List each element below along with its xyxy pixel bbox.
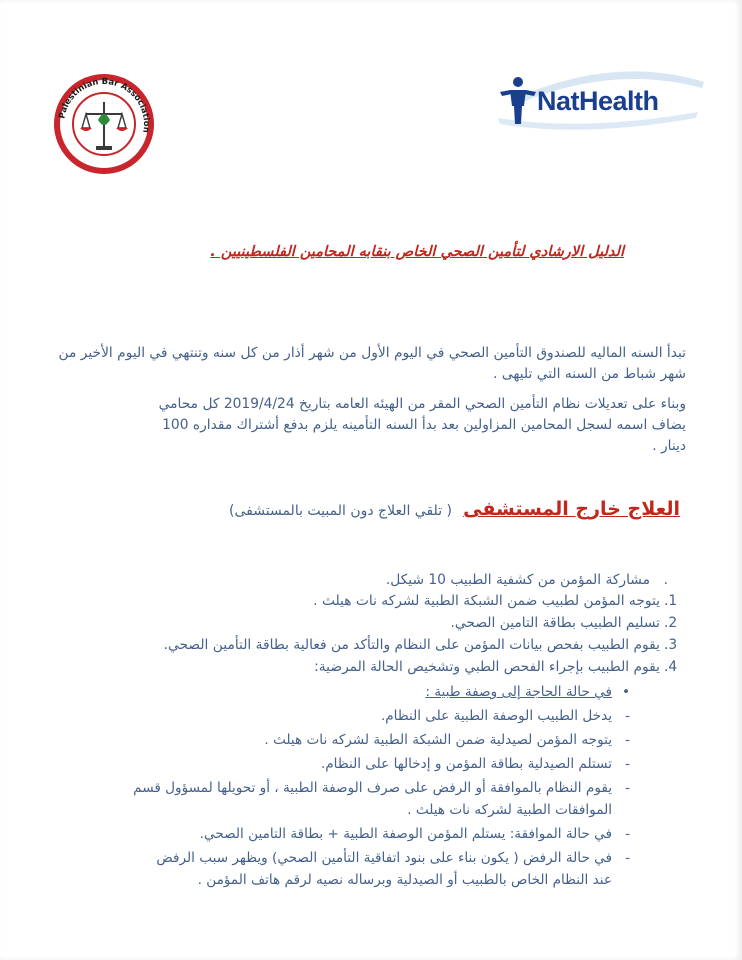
step-text: تسليم الطبيب بطاقة التامين الصحي. <box>450 615 660 631</box>
prescription-item-text: يتوجه المؤمن لصيدلية ضمن الشبكة الطبية لشركه نات هيلث . <box>264 732 612 748</box>
steps-intro-text: مشاركة المؤمن من كشفية الطبيب 10 شيكل. <box>385 572 650 588</box>
prescription-item-4 <box>133 780 630 796</box>
prescription-item-text: تستلم الصيدلية بطاقة المؤمن و إدخالها على النظام. <box>320 756 612 772</box>
bar-association-logo <box>52 72 156 176</box>
dash-icon: - <box>625 756 630 772</box>
prescription-heading <box>425 684 630 700</box>
prescription-item-text: يدخل الطبيب الوصفة الطبية على النظام. <box>380 708 612 724</box>
bullet-dot-icon: • <box>621 684 630 700</box>
intro-paragraph-2 <box>46 394 686 457</box>
prescription-item-text: يقوم النظام بالموافقة أو الرفض على صرف الوصفة الطبية ، أو تحويلها لمسؤول قسم <box>133 780 612 796</box>
prescription-item-6 <box>156 850 630 866</box>
section-subtitle: ( تلقي العلاج دون المبيت بالمستشفى) <box>229 503 453 519</box>
prescription-item-3 <box>321 756 630 772</box>
steps-intro <box>386 572 668 588</box>
dash-icon: - <box>625 732 630 748</box>
step-text: يتوجه المؤمن لطبيب ضمن الشبكة الطبية لشركه نات هيلث . <box>313 593 660 609</box>
dash-icon: - <box>625 826 630 842</box>
prescription-item-6-cont <box>198 872 612 888</box>
prescription-heading-text: في حالة الحاجة إلى وصفة طبية : <box>425 684 612 700</box>
step-item-2 <box>451 615 686 631</box>
step-text: يقوم الطبيب بفحص بيانات المؤمن على النظام والتأكد من فعالية بطاقة التأمين الصحي. <box>163 637 660 653</box>
prescription-item-text: عند النظام الخاص بالطبيب أو الصيدلية وبرساله نصيه لرقم هاتف المؤمن . <box>197 872 612 888</box>
document-title: الدليل الارشادي لتأمين الصحي الخاص بنقابه المحامين الفلسطينيين . <box>210 244 624 260</box>
intro-p2-line2: يضاف اسمه لسجل المحامين المزاولين بعد بدأ السنه التأمينه يلزم بدفع أشتراك مقداره 100 <box>162 417 686 433</box>
step-number: 1. <box>664 593 678 609</box>
prescription-item-text: الموافقات الطبية لشركه نات هيلث . <box>407 802 612 818</box>
step-number: 4. <box>664 659 678 675</box>
bullet-dot: . <box>663 572 668 588</box>
section-heading <box>229 498 680 520</box>
nathealth-brand-text: NatHealth <box>537 86 659 116</box>
step-number: 2. <box>664 615 678 631</box>
prescription-item-5 <box>200 826 630 842</box>
steps-list <box>46 572 686 682</box>
prescription-item-text: في حالة الرفض ( يكون بناء على بنود اتفاقية التأمين الصحي) ويظهر سبب الرفض <box>156 850 612 866</box>
svg-text:Palestinian Bar Association: Palestinian Bar Association <box>56 75 153 134</box>
intro-p2-line3: دينار . <box>652 438 686 454</box>
dash-icon: - <box>625 850 630 866</box>
prescription-item-2 <box>264 732 630 748</box>
step-number: 3. <box>664 637 678 653</box>
intro-p2-line1: وبناء على تعديلات نظام التأمين الصحي المقر من الهيئه العامه بتاريخ 2019/4/24 كل محامي <box>158 396 686 412</box>
step-item-4 <box>314 659 686 675</box>
intro-paragraph-1: تبدأ السنه الماليه للصندوق التأمين الصحي في اليوم الأول من شهر أذار من كل سنه وتنتهي في اليوم الأخير من شهر شباط من السنه التي تليهى . <box>58 345 686 382</box>
step-text: يقوم الطبيب بإجراء الفحص الطبي وتشخيص الحالة المرضية: <box>314 659 660 675</box>
prescription-item-4-cont <box>407 802 612 818</box>
section-title: العلاج خارج المستشفى <box>463 498 680 520</box>
dash-icon: - <box>625 708 630 724</box>
prescription-item-text: في حالة الموافقة: يستلم المؤمن الوصفة الطبية + بطاقة التامين الصحي. <box>199 826 612 842</box>
prescription-item-1 <box>381 708 630 724</box>
step-item-1 <box>313 593 686 609</box>
dash-icon: - <box>625 780 630 796</box>
step-item-3 <box>164 637 686 653</box>
